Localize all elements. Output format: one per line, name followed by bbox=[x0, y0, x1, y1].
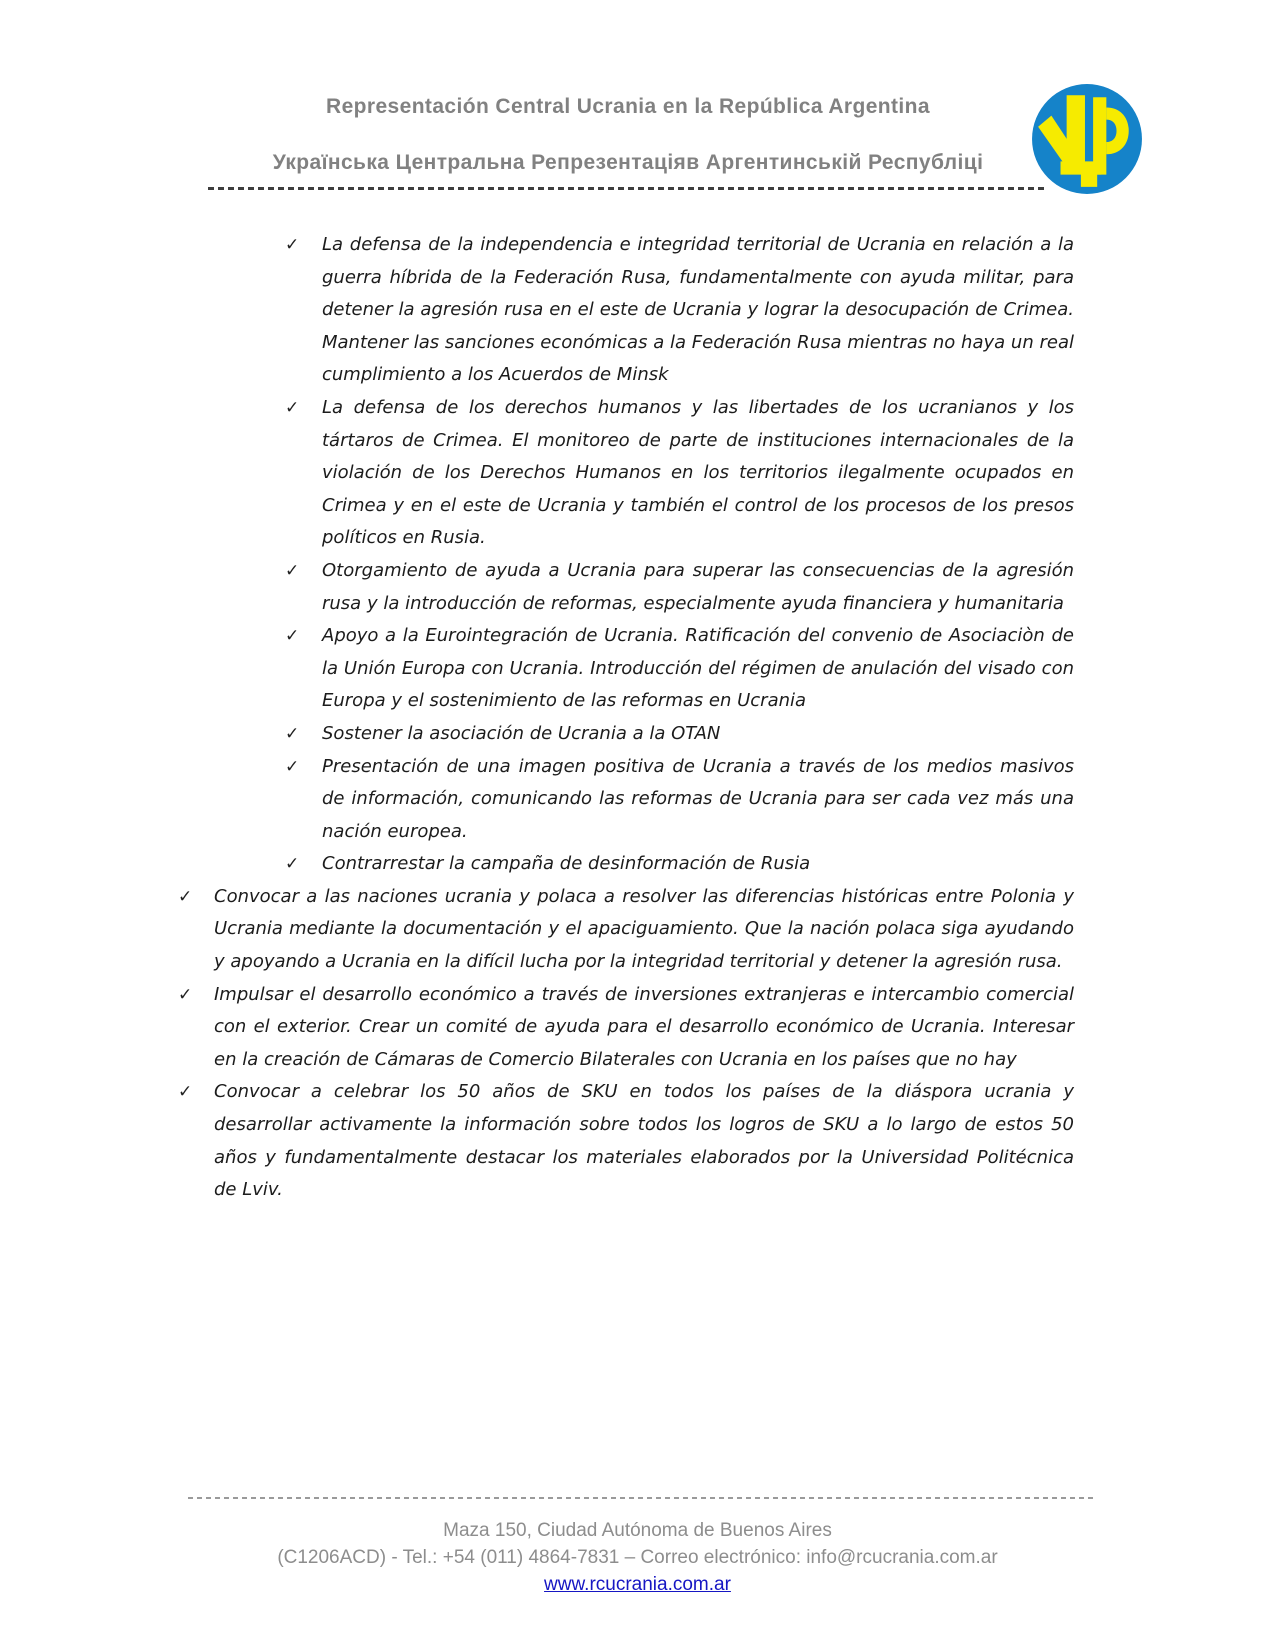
check-bullet-icon: ✓ bbox=[285, 756, 300, 777]
org-title-spanish: Representación Central Ucrania en la República Argentina bbox=[326, 95, 930, 118]
footer-contact: (C1206ACD) - Tel.: +54 (011) 4864-7831 – Correo electrónico: info@rcucrania.com.ar bbox=[277, 1547, 998, 1568]
check-bullet-icon: ✓ bbox=[285, 626, 300, 647]
list-item-text: Sostener la asociación de Ucrania a la OTAN bbox=[322, 722, 721, 744]
list-item bbox=[177, 848, 1074, 881]
list-item-text: Convocar a celebrar los 50 años de SKU en todos los países de la diáspora ucrania y desarrollar activamente la información sobre todos los logros de SKU a lo largo de estos 50 años y fundamentalmente destacar los materiales elaborados por la Universidad Politécnica de Lviv. bbox=[214, 1081, 1074, 1201]
list-item-text: La defensa de los derechos humanos y las libertades de los ucranianos y los tártaros de Crimea. El monitoreo de parte de instituciones internacionales de la violación de los Derechos Humanos en los territorios ilegalmente ocupados en Crimea y en el este de Ucrania y también el control de los procesos de los presos políticos en Rusia. bbox=[322, 396, 1074, 549]
footer-divider bbox=[188, 1497, 1094, 1499]
list-item bbox=[177, 718, 1074, 751]
list-item-text: Apoyo a la Eurointegración de Ucrania. Ratificación del convenio de Asociaciòn de la Unión Europa con Ucrania. Introducción del régimen de anulación del visado con Europa y el sostenimiento de las reformas en Ucrania bbox=[322, 625, 1074, 712]
check-bullet-icon: ✓ bbox=[285, 560, 300, 581]
list-item bbox=[177, 620, 1074, 718]
list-item-text: La defensa de la independencia e integridad territorial de Ucrania en relación a la guerra híbrida de la Federación Rusa, fundamentalmente con ayuda militar, para detener la agresión rusa en el este de Ucrania y lograr la desocupación de Crimea. Mantener las sanciones económicas a la Federación Rusa mientras no haya un real cumplimiento a los Acuerdos de Minsk bbox=[322, 234, 1074, 386]
list-item bbox=[177, 1076, 1074, 1206]
check-bullet-icon: ✓ bbox=[285, 723, 300, 744]
list-item bbox=[177, 751, 1074, 849]
objectives-list bbox=[177, 229, 1074, 1207]
list-item-text: Impulsar el desarrollo económico a través de inversiones extranjeras e intercambio comercial con el exterior. Crear un comité de ayuda para el desarrollo económico de Ucrania. Interesar en la creación de Cámaras de Comercio Bilaterales con Ucrania en los países que no hay bbox=[214, 983, 1074, 1070]
footer-website-row bbox=[0, 1574, 1275, 1596]
list-item bbox=[177, 881, 1074, 979]
ucr-logo-icon bbox=[1030, 80, 1144, 198]
list-item-text: Contrarrestar la campaña de desinformación de Rusia bbox=[322, 853, 811, 875]
list-item bbox=[177, 229, 1074, 392]
check-bullet-icon: ✓ bbox=[178, 886, 193, 907]
footer-address: Maza 150, Ciudad Autónoma de Buenos Aires bbox=[443, 1520, 832, 1541]
list-item bbox=[177, 979, 1074, 1077]
website-link[interactable]: www.rcucrania.com.ar bbox=[544, 1574, 731, 1595]
list-item bbox=[177, 555, 1074, 620]
check-bullet-icon: ✓ bbox=[178, 1082, 193, 1103]
list-item-text: Otorgamiento de ayuda a Ucrania para superar las consecuencias de la agresión rusa y la introducción de reformas, especialmente ayuda financiera y humanitaria bbox=[322, 559, 1074, 614]
check-bullet-icon: ✓ bbox=[178, 984, 193, 1005]
org-title-ukrainian: Українська Центральна Репрезентаціяв Аргентинській Республіці bbox=[272, 151, 984, 174]
header-divider bbox=[208, 187, 1048, 190]
check-bullet-icon: ✓ bbox=[285, 397, 300, 418]
list-item-text: Presentación de una imagen positiva de Ucrania a través de los medios masivos de información, comunicando las reformas de Ucrania para ser cada vez más una nación europea. bbox=[322, 755, 1074, 842]
list-item-text: Convocar a las naciones ucrania y polaca a resolver las diferencias históricas entre Polonia y Ucrania mediante la documentación y el apaciguamiento. Que la nación polaca siga ayudando y apoyando a Ucrania en la difícil lucha por la integridad territorial y detener la agresión rusa. bbox=[214, 885, 1074, 973]
list-item bbox=[177, 392, 1074, 555]
check-bullet-icon: ✓ bbox=[285, 854, 300, 875]
check-bullet-icon: ✓ bbox=[285, 235, 300, 255]
